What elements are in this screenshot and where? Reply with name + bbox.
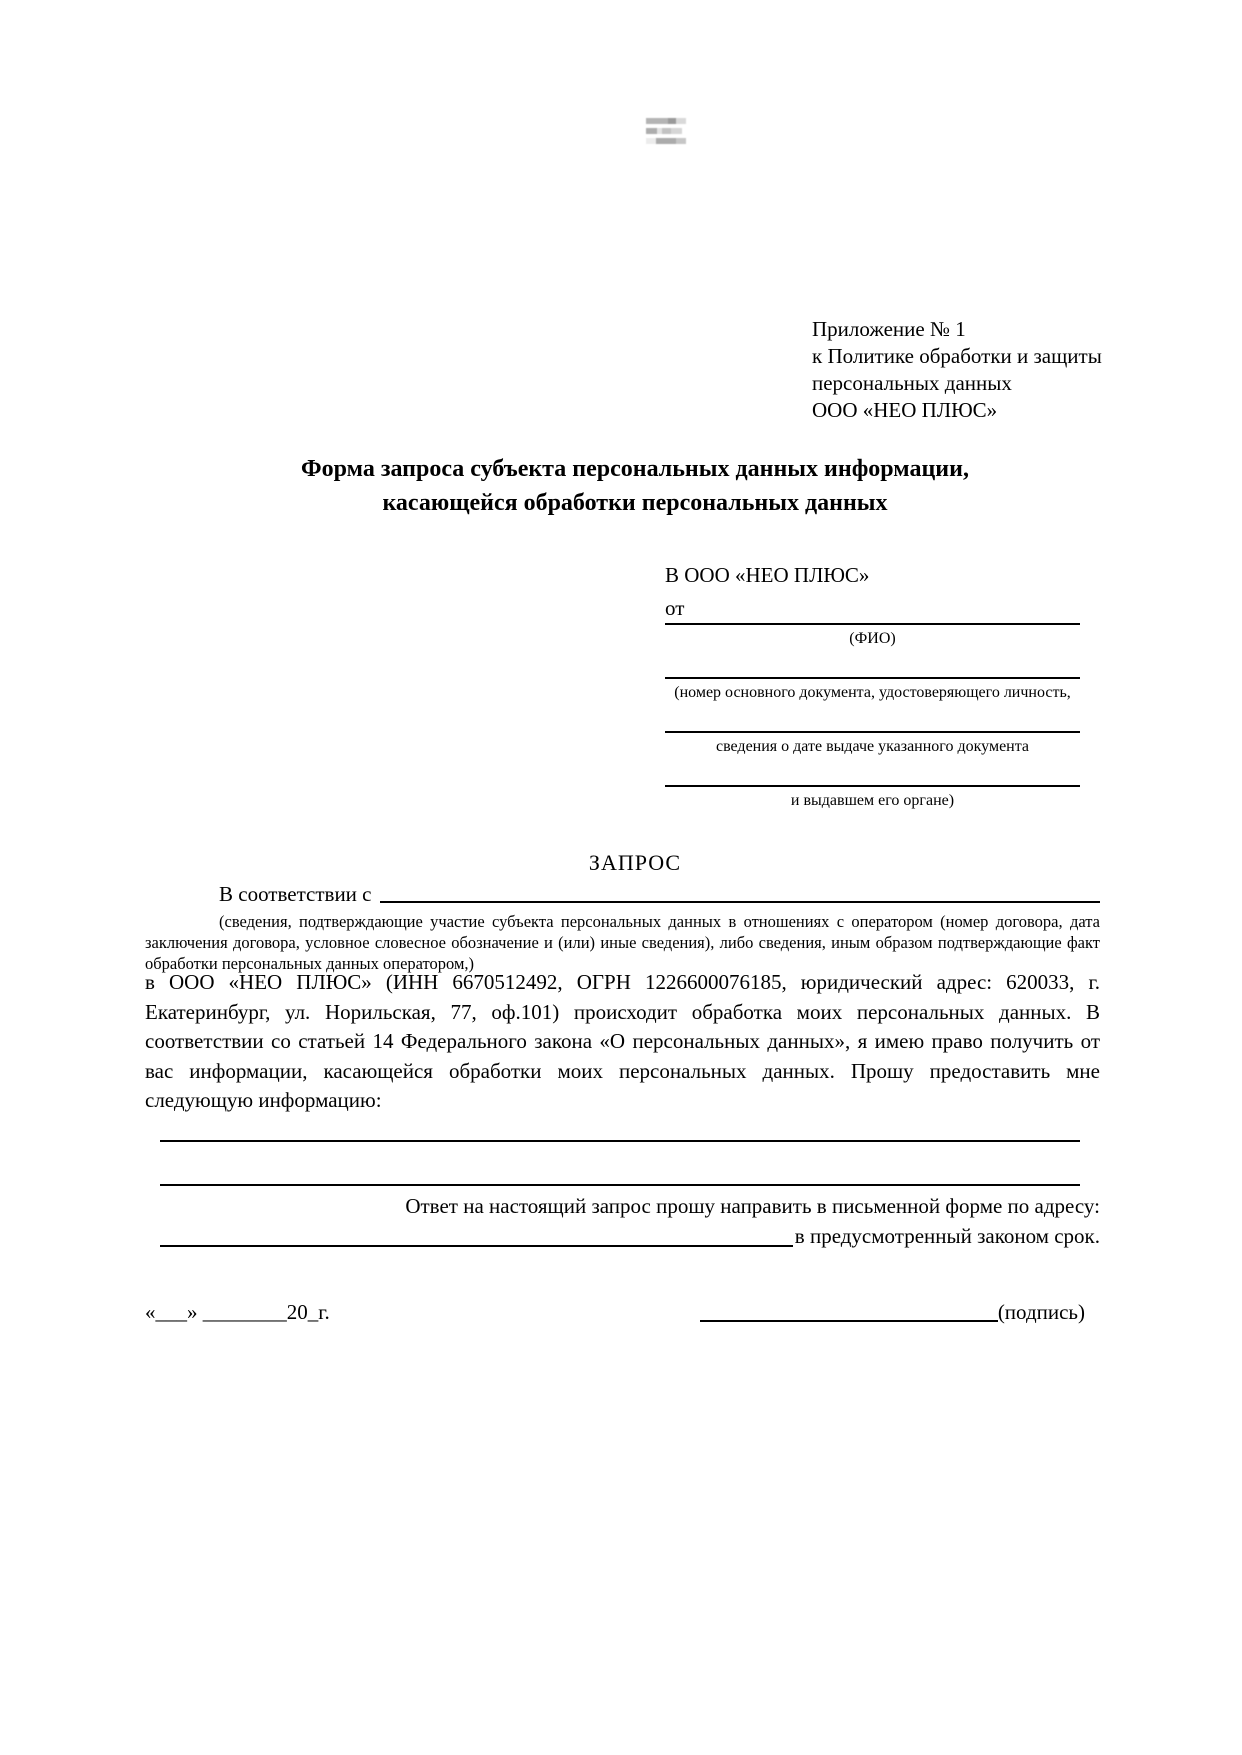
answer-tail: в предусмотренный законом срок. — [794, 1224, 1100, 1248]
request-body-paragraph: в ООО «НЕО ПЛЮС» (ИНН 6670512492, ОГРН 1226600076185, юридический адрес: 620033, г. Екатеринбург, ул. Норильская, 77, оф.101) происходит обработка моих персональных данных. В соответствии со статьей 14 Федерального закона «О персональных данных», я имею право получить от вас информации, касающейся обработки моих персональных данных. Прошу предоставить мне следующую информацию: — [145, 970, 1100, 1112]
document-number-blank-line — [665, 677, 1080, 679]
request-heading: ЗАПРОС — [588, 850, 682, 875]
issue-date-caption: сведения о дате выдаче указанного документа — [715, 738, 1030, 755]
address-row — [160, 1222, 1100, 1251]
addressee-org: В ООО «НЕО ПЛЮС» — [665, 563, 870, 587]
addressee-block — [665, 558, 1080, 810]
document-number-field — [665, 677, 1080, 702]
fio-blank-line — [665, 623, 1080, 625]
appendix-line: ООО «НЕО ПЛЮС» — [812, 398, 998, 422]
issue-date-field — [665, 731, 1080, 756]
info-blank-line-1 — [160, 1140, 1080, 1142]
issuing-authority-blank-line — [665, 785, 1080, 787]
address-blank-line — [160, 1245, 793, 1247]
info-blank-line-2 — [160, 1184, 1080, 1186]
appendix-line: персональных данных — [812, 371, 1012, 395]
according-blank-line — [380, 901, 1101, 903]
issuing-authority-field — [665, 785, 1080, 810]
date-blank: «___» ________20_г. — [145, 1300, 330, 1324]
signature-caption: (подпись) — [997, 1300, 1085, 1324]
paragraph-indent — [145, 882, 219, 907]
logo-bar — [646, 128, 682, 134]
document-title — [145, 452, 1125, 520]
signature-row — [145, 1298, 1085, 1326]
appendix-block — [812, 316, 1102, 424]
document-number-caption: (номер основного документа, удостоверяющего личность, — [674, 684, 1071, 701]
appendix-line: Приложение № 1 — [812, 317, 966, 341]
document-title-line: Форма запроса субъекта персональных данных информации, — [301, 456, 969, 482]
according-row — [145, 882, 1100, 907]
signature-group — [700, 1298, 1085, 1326]
fio-field — [665, 623, 1080, 648]
answer-instruction: Ответ на настоящий запрос прошу направить в письменной форме по адресу: — [405, 1194, 1100, 1218]
according-prefix: В соответствии с — [219, 882, 372, 906]
fio-caption: (ФИО) — [849, 630, 896, 647]
appendix-line: к Политике обработки и защиты — [812, 344, 1102, 368]
issue-date-blank-line — [665, 731, 1080, 733]
addressee-from-label: от — [665, 596, 685, 620]
fine-print-note: (сведения, подтверждающие участие субъекта персональных данных в отношениях с оператором (номер договора, дата заключения договора, условное словесное обозначение и (или) иные сведения), либо сведения, иным образом подтверждающие факт обработки персональных данных оператором,) — [145, 912, 1100, 973]
signature-blank-line — [700, 1320, 998, 1322]
logo-bar — [646, 118, 686, 124]
issuing-authority-caption: и выдавшем его органе) — [790, 792, 955, 809]
logo-bar — [646, 138, 686, 144]
blurred-logo-icon — [646, 118, 686, 144]
document-title-line: касающейся обработки персональных данных — [382, 490, 888, 516]
